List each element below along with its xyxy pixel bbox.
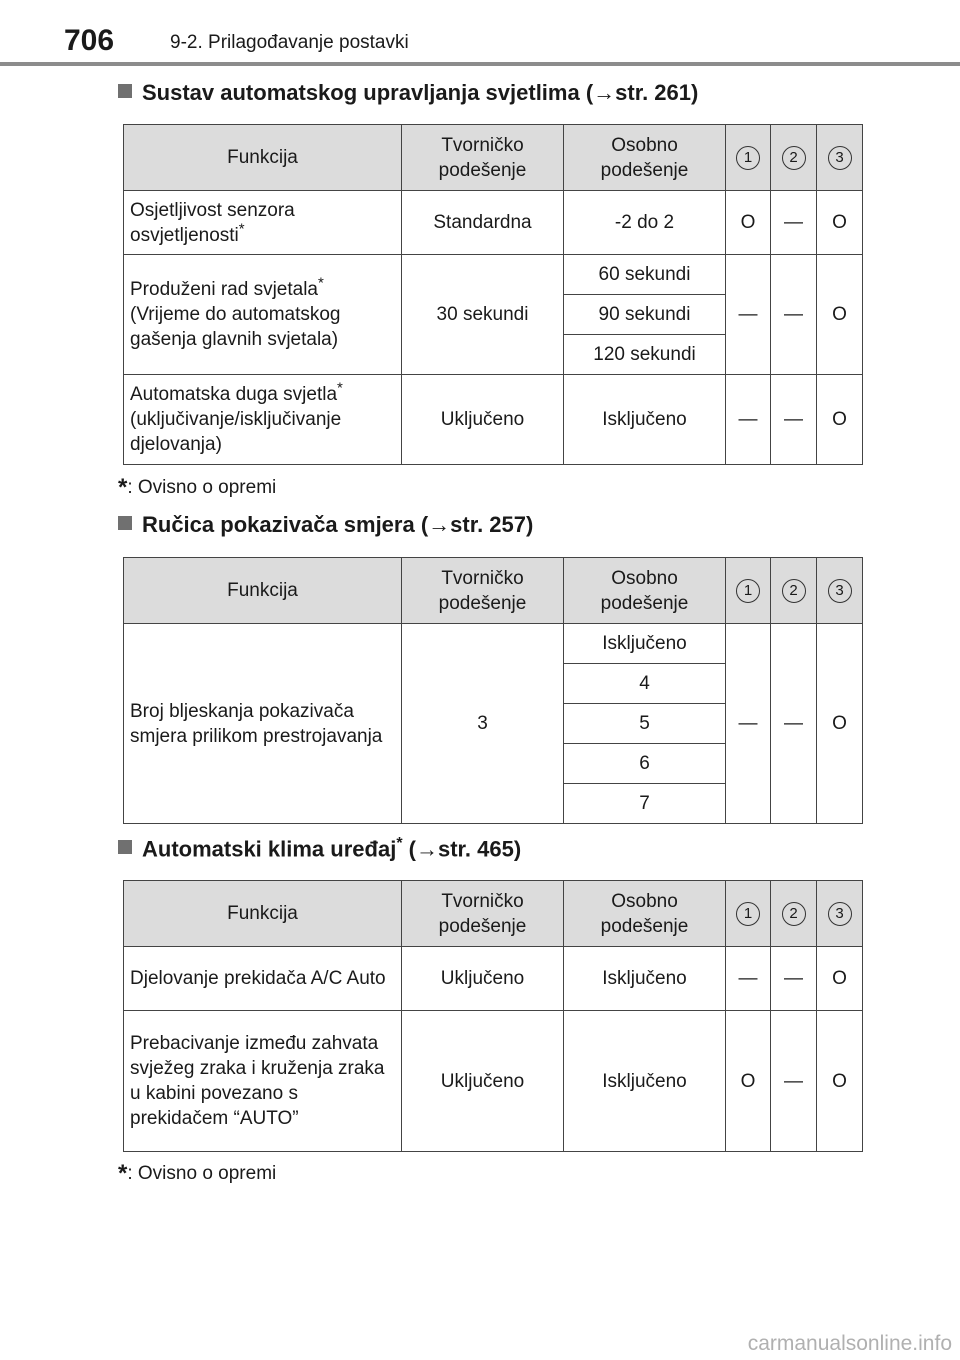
footnote-star: * <box>118 474 128 501</box>
function-cell: Automatska duga svjetla* (uključivanje/isključivanje djelovanja) <box>124 375 402 465</box>
arrow-icon: → <box>593 80 616 105</box>
settings-table-climate <box>123 880 863 1152</box>
table-row <box>124 947 863 1011</box>
c2-cell: — <box>771 191 817 255</box>
footnote-star: * <box>337 379 343 397</box>
table-row <box>124 255 863 295</box>
col-header-custom: Osobno podešenje <box>564 881 726 947</box>
c2-cell: — <box>771 947 817 1011</box>
page-number: 706 <box>64 24 115 57</box>
circled-1-icon: 1 <box>736 579 760 603</box>
circled-3-icon: 3 <box>828 146 852 170</box>
factory-cell: Uključeno <box>402 1011 564 1152</box>
c1-cell: — <box>726 624 771 824</box>
circled-3-icon: 3 <box>828 902 852 926</box>
header-divider <box>0 62 960 66</box>
section-title-turn-signal: Ručica pokazivača smjera (→str. 257) <box>118 512 533 538</box>
custom-cell: Isključeno <box>564 375 726 465</box>
custom-cell: 4 <box>564 664 726 704</box>
custom-cell: Isključeno <box>564 1011 726 1152</box>
col-header-function: Funkcija <box>124 558 402 624</box>
custom-cell: 90 sekundi <box>564 295 726 335</box>
arrow-icon: → <box>416 836 438 862</box>
col-header-function: Funkcija <box>124 125 402 191</box>
c2-cell: — <box>771 375 817 465</box>
circled-2-icon: 2 <box>782 146 806 170</box>
c3-cell: O <box>817 255 863 375</box>
circled-3-icon: 3 <box>828 579 852 603</box>
table-row <box>124 191 863 255</box>
c1-cell: — <box>726 255 771 375</box>
function-cell: Broj bljeskanja pokazivača smjera prilikom prestrojavanja <box>124 624 402 824</box>
table-row <box>124 1011 863 1152</box>
c1-cell: O <box>726 1011 771 1152</box>
c1-cell: — <box>726 375 771 465</box>
square-bullet-icon <box>118 84 132 98</box>
col-header-custom: Osobno podešenje <box>564 125 726 191</box>
footnote: *: Ovisno o opremi <box>118 1160 277 1187</box>
function-cell: Produženi rad svjetala* (Vrijeme do automatskog gašenja glavnih svjetala) <box>124 255 402 375</box>
custom-cell: 60 sekundi <box>564 255 726 295</box>
col-header-function: Funkcija <box>124 881 402 947</box>
col-header-factory: Tvorničko podešenje <box>402 558 564 624</box>
c3-cell: O <box>817 375 863 465</box>
c2-cell: — <box>771 1011 817 1152</box>
table-header-row <box>124 125 863 191</box>
footnote-star: * <box>238 220 245 238</box>
settings-table-lights <box>123 124 863 465</box>
c3-cell: O <box>817 191 863 255</box>
square-bullet-icon <box>118 516 132 530</box>
square-bullet-icon <box>118 840 132 854</box>
custom-cell: Isključeno <box>564 947 726 1011</box>
c1-cell: O <box>726 191 771 255</box>
custom-cell: 5 <box>564 704 726 744</box>
function-cell: Prebacivanje između zahvata svježeg zraka i kruženja zraka u kabini povezano s prekidačem “AUTO” <box>124 1011 402 1152</box>
custom-cell: -2 do 2 <box>564 191 726 255</box>
footnote-star: * <box>118 1160 128 1187</box>
custom-cell: 6 <box>564 744 726 784</box>
footnote: *: Ovisno o opremi <box>118 474 277 501</box>
c2-cell: — <box>771 624 817 824</box>
circled-1-icon: 1 <box>736 902 760 926</box>
c3-cell: O <box>817 624 863 824</box>
custom-cell: Isključeno <box>564 624 726 664</box>
c2-cell: — <box>771 255 817 375</box>
col-header-factory: Tvorničko podešenje <box>402 125 564 191</box>
custom-cell: 7 <box>564 784 726 824</box>
footnote-star: * <box>318 274 324 292</box>
circled-1-icon: 1 <box>736 146 760 170</box>
function-cell: Osjetljivost senzora osvjetljenosti* <box>124 191 402 255</box>
table-header-row <box>124 881 863 947</box>
table-row <box>124 375 863 465</box>
circled-2-icon: 2 <box>782 579 806 603</box>
watermark: carmanualsonline.info <box>747 1332 952 1355</box>
table-row <box>124 624 863 664</box>
col-header-factory: Tvorničko podešenje <box>402 881 564 947</box>
section-title-climate: Automatski klima uređaj* (→str. 465) <box>118 835 521 862</box>
c1-cell: — <box>726 947 771 1011</box>
factory-cell: 3 <box>402 624 564 824</box>
c3-cell: O <box>817 947 863 1011</box>
factory-cell: 30 sekundi <box>402 255 564 375</box>
custom-cell: 120 sekundi <box>564 335 726 375</box>
factory-cell: Standardna <box>402 191 564 255</box>
factory-cell: Uključeno <box>402 947 564 1011</box>
factory-cell: Uključeno <box>402 375 564 465</box>
settings-table-turn-signal <box>123 557 863 824</box>
function-cell: Djelovanje prekidača A/C Auto <box>124 947 402 1011</box>
chapter-title: 9-2. Prilagođavanje postavki <box>170 32 409 53</box>
c3-cell: O <box>817 1011 863 1152</box>
circled-2-icon: 2 <box>782 902 806 926</box>
section-title-lights: Sustav automatskog upravljanja svjetlima (→str. 261) <box>118 80 698 106</box>
arrow-icon: → <box>428 512 451 537</box>
table-header-row <box>124 558 863 624</box>
page-header <box>0 0 960 64</box>
col-header-custom: Osobno podešenje <box>564 558 726 624</box>
footnote-star: * <box>396 835 403 852</box>
